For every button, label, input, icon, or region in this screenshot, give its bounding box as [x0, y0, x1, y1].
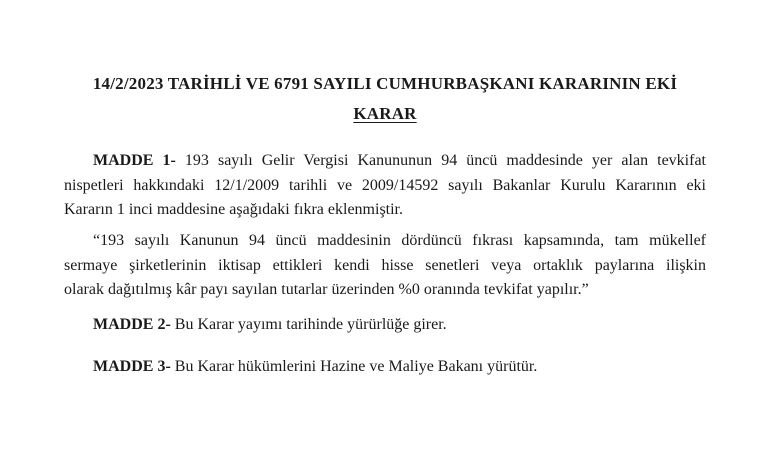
quote-line-1: “193 sayılı Kanunun 94 üncü maddesinin dördüncü fıkrası kapsamında, tam mükellef: [93, 232, 706, 249]
article-3: [64, 355, 706, 380]
article-1: [64, 149, 706, 223]
article-3-text: Bu Karar hükümlerini Hazine ve Maliye Bakanı yürütür.: [170, 358, 538, 375]
article-1-line-3: Kararın 1 inci maddesine aşağıdaki fıkra eklenmiştir.: [64, 201, 403, 218]
quote-line-3: olarak dağıtılmış kâr payı sayılan tutarlar üzerinden %0 oranında tevkifat yapılır.”: [64, 281, 589, 298]
document-title: 14/2/2023 TARİHLİ VE 6791 SAYILI CUMHURBAŞKANI KARARININ EKİ: [92, 74, 678, 93]
article-1-line-1: [64, 149, 706, 174]
article-2-label: MADDE 2-: [93, 316, 171, 333]
article-3-label: MADDE 3-: [93, 358, 171, 375]
article-2: [64, 313, 706, 338]
quote-line-2: sermaye şirketlerinin iktisap ettikleri kendi hisse senetleri veya ortaklık paylarına ilişkin: [64, 256, 706, 274]
article-1-label: MADDE 1-: [93, 152, 176, 169]
document-subtitle: [0, 104, 770, 124]
karar-heading: KARAR: [353, 104, 417, 123]
added-clause-quote: [64, 229, 706, 303]
article-2-text: Bu Karar yayımı tarihinde yürürlüğe girer.: [170, 316, 447, 333]
article-1-text-1: 193 sayılı Gelir Vergisi Kanununun 94 üncü maddesinde yer alan tevkifat: [175, 152, 707, 169]
article-1-line-2: nispetleri hakkındaki 12/1/2009 tarihli ve 2009/14592 sayılı Bakanlar Kurulu Kararının eki: [64, 176, 706, 194]
